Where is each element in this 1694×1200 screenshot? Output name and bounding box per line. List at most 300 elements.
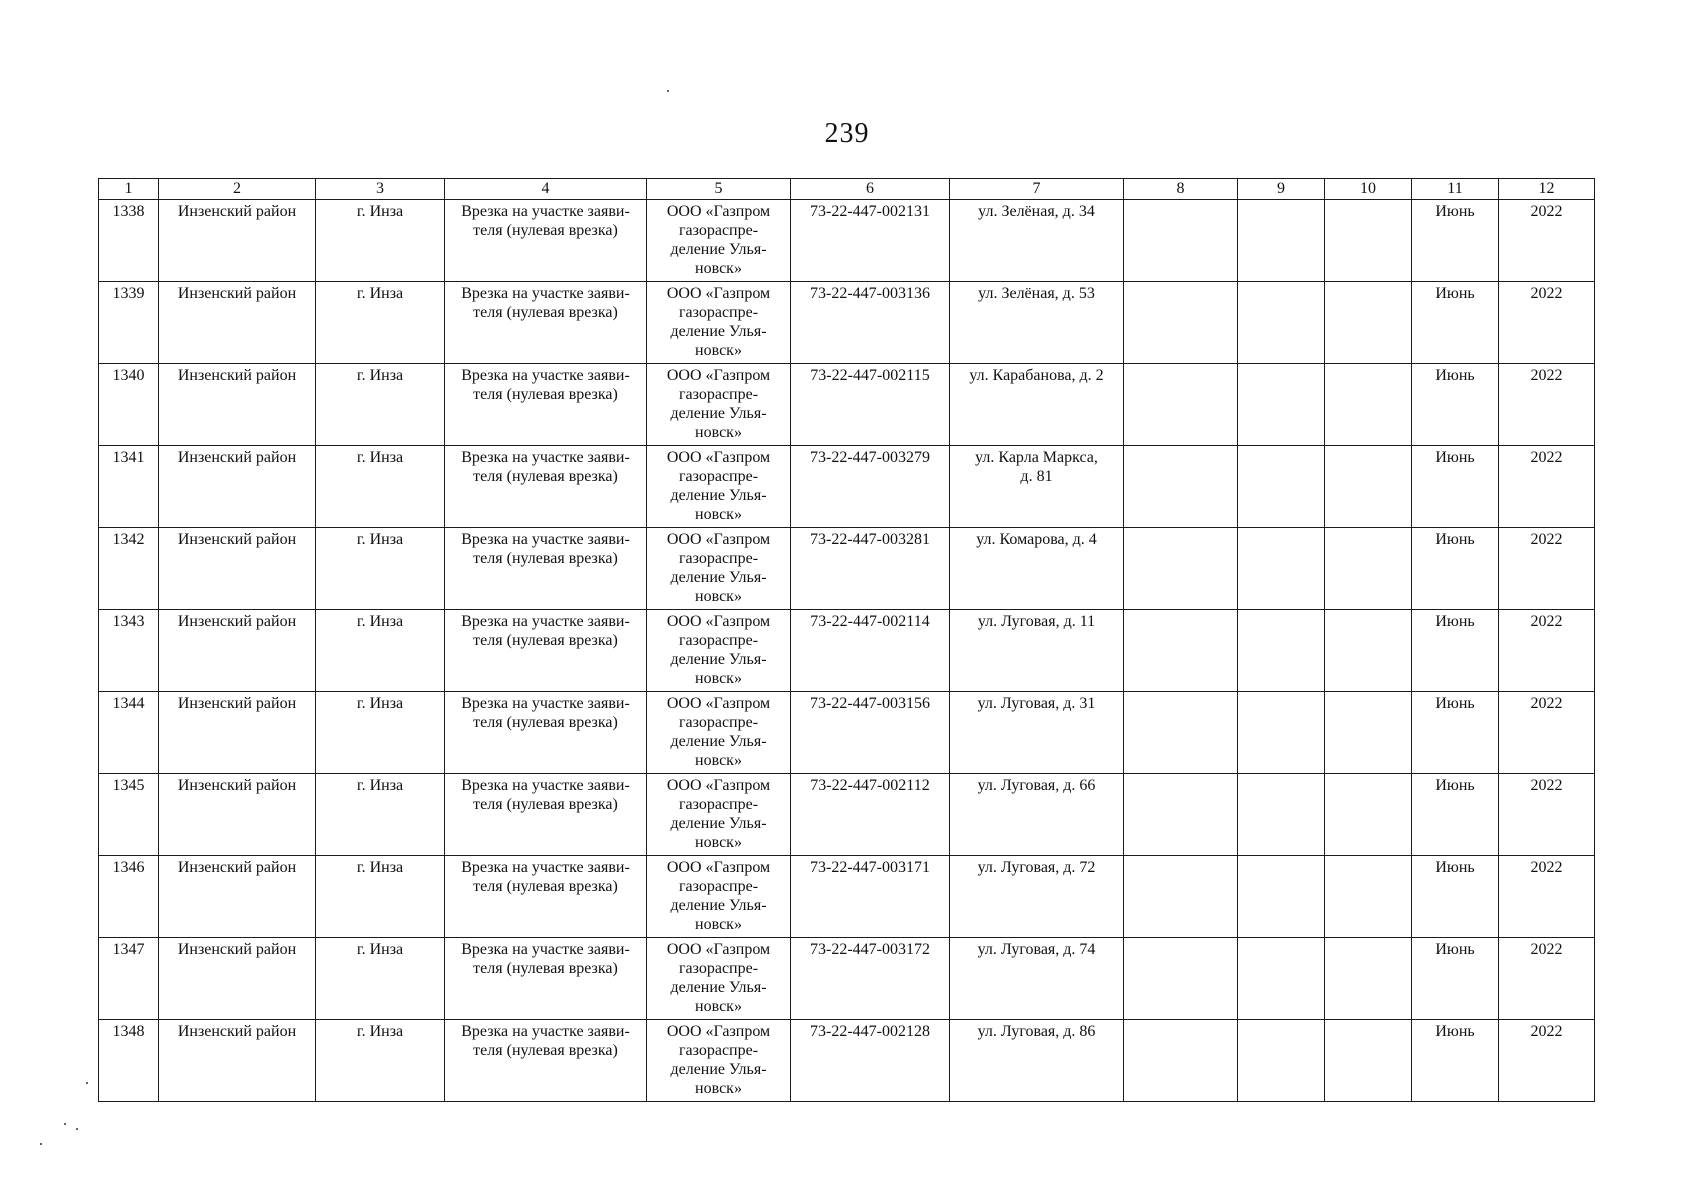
- organization-cell-text: новск»: [695, 506, 742, 523]
- table-row: [99, 938, 1595, 1020]
- district-cell: [159, 774, 316, 856]
- scan-speck: [76, 1128, 78, 1130]
- year-cell-text: 2022: [1530, 613, 1563, 630]
- work-type-cell-text: Врезка на участке заяви-: [461, 285, 630, 302]
- column-10-cell: [1325, 692, 1412, 774]
- month-cell-text: Июнь: [1435, 449, 1475, 466]
- city-cell: [316, 282, 445, 364]
- column-9-cell: [1238, 774, 1325, 856]
- row-number: [99, 282, 159, 364]
- work-type-cell-text: Врезка на участке заяви-: [461, 449, 630, 466]
- table-row: [99, 610, 1595, 692]
- year-cell-text: 2022: [1530, 285, 1563, 302]
- row-number-text: 1347: [112, 941, 145, 958]
- organization-cell-text: ООО «Газпром: [666, 367, 771, 384]
- organization-cell-text: деление Улья-: [670, 815, 767, 832]
- row-number-text: 1340: [112, 367, 145, 384]
- work-type-cell-text: теля (нулевая врезка): [473, 222, 618, 239]
- address-cell-text: ул. Луговая, д. 11: [977, 613, 1096, 630]
- work-type-cell-text: теля (нулевая врезка): [473, 714, 618, 731]
- address-cell: [950, 446, 1124, 528]
- year-cell: [1499, 938, 1595, 1020]
- column-number: 11: [1412, 179, 1499, 200]
- object-code-cell: [791, 610, 950, 692]
- column-10-cell: [1325, 200, 1412, 282]
- column-10-cell: [1325, 1020, 1412, 1102]
- table-row: [99, 528, 1595, 610]
- year-cell: [1499, 446, 1595, 528]
- column-10-cell: [1325, 610, 1412, 692]
- work-type-cell-text: Врезка на участке заяви-: [461, 695, 630, 712]
- work-type-cell: [445, 282, 647, 364]
- column-8-cell: [1124, 282, 1238, 364]
- month-cell-text: Июнь: [1435, 203, 1475, 220]
- organization-cell-text: ООО «Газпром: [666, 613, 771, 630]
- scan-speck: [667, 90, 669, 92]
- organization-cell-text: ООО «Газпром: [666, 449, 771, 466]
- column-9-cell: [1238, 528, 1325, 610]
- organization-cell-text: газораспре-: [678, 878, 759, 895]
- row-number: [99, 692, 159, 774]
- organization-cell-text: деление Улья-: [670, 733, 767, 750]
- row-number-text: 1341: [112, 449, 145, 466]
- column-number: 5: [647, 179, 791, 200]
- organization-cell: [647, 856, 791, 938]
- city-cell-text: г. Инза: [356, 777, 404, 794]
- column-9-cell: [1238, 692, 1325, 774]
- city-cell-text: г. Инза: [356, 695, 404, 712]
- column-8-cell: [1124, 610, 1238, 692]
- district-cell-text: Инзенский район: [177, 531, 297, 548]
- object-code-cell-text: 73-22-447-003136: [810, 285, 930, 302]
- organization-cell-text: ООО «Газпром: [666, 777, 771, 794]
- column-9-cell: [1238, 856, 1325, 938]
- city-cell-text: г. Инза: [356, 859, 404, 876]
- year-cell-text: 2022: [1530, 449, 1563, 466]
- organization-cell-text: деление Улья-: [670, 405, 767, 422]
- row-number-text: 1339: [112, 285, 145, 302]
- city-cell-text: г. Инза: [356, 531, 404, 548]
- row-number: [99, 528, 159, 610]
- month-cell-text: Июнь: [1435, 941, 1475, 958]
- year-cell: [1499, 282, 1595, 364]
- organization-cell-text: газораспре-: [678, 714, 759, 731]
- month-cell: [1412, 200, 1499, 282]
- organization-cell: [647, 528, 791, 610]
- year-cell-text: 2022: [1530, 367, 1563, 384]
- organization-cell-text: новск»: [695, 342, 742, 359]
- row-number-text: 1344: [112, 695, 145, 712]
- city-cell-text: г. Инза: [356, 941, 404, 958]
- column-number: 10: [1325, 179, 1412, 200]
- organization-cell-text: ООО «Газпром: [666, 285, 771, 302]
- work-type-cell: [445, 610, 647, 692]
- district-cell-text: Инзенский район: [177, 613, 297, 630]
- column-10-cell: [1325, 364, 1412, 446]
- work-type-cell: [445, 938, 647, 1020]
- organization-cell-text: газораспре-: [678, 304, 759, 321]
- district-cell-text: Инзенский район: [177, 695, 297, 712]
- organization-cell-text: новск»: [695, 1080, 742, 1097]
- work-type-cell-text: Врезка на участке заяви-: [461, 941, 630, 958]
- district-cell-text: Инзенский район: [177, 1023, 297, 1040]
- city-cell: [316, 200, 445, 282]
- month-cell: [1412, 938, 1499, 1020]
- address-cell-text: ул. Комарова, д. 4: [976, 531, 1097, 548]
- month-cell: [1412, 282, 1499, 364]
- work-type-cell-text: теля (нулевая врезка): [473, 304, 618, 321]
- work-type-cell-text: Врезка на участке заяви-: [461, 859, 630, 876]
- city-cell: [316, 446, 445, 528]
- object-code-cell-text: 73-22-447-002115: [810, 367, 930, 384]
- month-cell-text: Июнь: [1435, 531, 1475, 548]
- year-cell-text: 2022: [1530, 777, 1563, 794]
- column-8-cell: [1124, 774, 1238, 856]
- organization-cell-text: деление Улья-: [670, 1061, 767, 1078]
- organization-cell-text: ООО «Газпром: [666, 695, 771, 712]
- work-type-cell-text: Врезка на участке заяви-: [461, 203, 630, 220]
- table-row: [99, 774, 1595, 856]
- month-cell: [1412, 446, 1499, 528]
- organization-cell: [647, 282, 791, 364]
- district-cell: [159, 692, 316, 774]
- city-cell: [316, 692, 445, 774]
- district-cell: [159, 282, 316, 364]
- organization-cell-text: ООО «Газпром: [666, 1023, 771, 1040]
- month-cell: [1412, 774, 1499, 856]
- address-cell-text: ул. Луговая, д. 86: [977, 1023, 1096, 1040]
- district-cell: [159, 364, 316, 446]
- organization-cell-text: ООО «Газпром: [666, 859, 771, 876]
- table-row: [99, 200, 1595, 282]
- organization-cell-text: новск»: [695, 916, 742, 933]
- organization-cell-text: газораспре-: [678, 222, 759, 239]
- column-number: 4: [445, 179, 647, 200]
- column-9-cell: [1238, 200, 1325, 282]
- table-row: [99, 856, 1595, 938]
- work-type-cell: [445, 200, 647, 282]
- address-cell: [950, 282, 1124, 364]
- object-code-cell: [791, 364, 950, 446]
- city-cell-text: г. Инза: [356, 449, 404, 466]
- object-code-cell-text: 73-22-447-003171: [810, 859, 930, 876]
- column-9-cell: [1238, 1020, 1325, 1102]
- district-cell-text: Инзенский район: [177, 859, 297, 876]
- month-cell: [1412, 856, 1499, 938]
- column-number: 3: [316, 179, 445, 200]
- work-type-cell-text: теля (нулевая врезка): [473, 386, 618, 403]
- row-number-text: 1348: [112, 1023, 145, 1040]
- organization-cell-text: деление Улья-: [670, 979, 767, 996]
- address-cell: [950, 938, 1124, 1020]
- organization-cell-text: ООО «Газпром: [666, 203, 771, 220]
- column-8-cell: [1124, 200, 1238, 282]
- organization-cell-text: деление Улья-: [670, 651, 767, 668]
- object-code-cell: [791, 692, 950, 774]
- district-cell: [159, 938, 316, 1020]
- month-cell: [1412, 692, 1499, 774]
- column-9-cell: [1238, 446, 1325, 528]
- address-cell: [950, 610, 1124, 692]
- year-cell: [1499, 774, 1595, 856]
- table-row: [99, 282, 1595, 364]
- organization-cell-text: газораспре-: [678, 468, 759, 485]
- column-9-cell: [1238, 938, 1325, 1020]
- object-code-cell: [791, 282, 950, 364]
- column-10-cell: [1325, 938, 1412, 1020]
- year-cell-text: 2022: [1530, 695, 1563, 712]
- organization-cell: [647, 938, 791, 1020]
- city-cell-text: г. Инза: [356, 285, 404, 302]
- object-code-cell-text: 73-22-447-002114: [810, 613, 930, 630]
- organization-cell-text: газораспре-: [678, 550, 759, 567]
- column-number: 7: [950, 179, 1124, 200]
- month-cell-text: Июнь: [1435, 367, 1475, 384]
- work-type-cell-text: теля (нулевая врезка): [473, 468, 618, 485]
- row-number: [99, 200, 159, 282]
- column-number: 12: [1499, 179, 1595, 200]
- row-number: [99, 446, 159, 528]
- organization-cell: [647, 200, 791, 282]
- column-number: 1: [99, 179, 159, 200]
- city-cell: [316, 938, 445, 1020]
- city-cell: [316, 364, 445, 446]
- month-cell-text: Июнь: [1435, 695, 1475, 712]
- work-type-cell-text: Врезка на участке заяви-: [461, 613, 630, 630]
- district-cell-text: Инзенский район: [177, 449, 297, 466]
- month-cell-text: Июнь: [1435, 859, 1475, 876]
- district-cell: [159, 856, 316, 938]
- column-10-cell: [1325, 446, 1412, 528]
- month-cell-text: Июнь: [1435, 613, 1475, 630]
- column-8-cell: [1124, 446, 1238, 528]
- object-code-cell-text: 73-22-447-002131: [810, 203, 930, 220]
- organization-cell-text: ООО «Газпром: [666, 941, 771, 958]
- address-cell-text: ул. Карла Маркса,: [975, 449, 1098, 466]
- work-type-cell-text: Врезка на участке заяви-: [461, 777, 630, 794]
- address-cell-text: ул. Карабанова, д. 2: [969, 367, 1104, 384]
- scan-speck: [40, 1143, 42, 1145]
- organization-cell-text: деление Улья-: [670, 323, 767, 340]
- column-9-cell: [1238, 364, 1325, 446]
- row-number: [99, 856, 159, 938]
- organization-cell-text: новск»: [695, 588, 742, 605]
- column-8-cell: [1124, 856, 1238, 938]
- address-cell-text: ул. Луговая, д. 74: [977, 941, 1096, 958]
- organization-cell: [647, 1020, 791, 1102]
- object-code-cell: [791, 774, 950, 856]
- address-cell: [950, 1020, 1124, 1102]
- year-cell-text: 2022: [1530, 531, 1563, 548]
- object-code-cell-text: 73-22-447-002128: [810, 1023, 930, 1040]
- column-10-cell: [1325, 856, 1412, 938]
- organization-cell-text: газораспре-: [678, 386, 759, 403]
- object-code-cell: [791, 1020, 950, 1102]
- address-cell: [950, 856, 1124, 938]
- organization-cell-text: новск»: [695, 834, 742, 851]
- city-cell-text: г. Инза: [356, 203, 404, 220]
- year-cell: [1499, 528, 1595, 610]
- column-number: 8: [1124, 179, 1238, 200]
- object-code-cell: [791, 446, 950, 528]
- work-type-cell-text: теля (нулевая врезка): [473, 1042, 618, 1059]
- organization-cell-text: новск»: [695, 752, 742, 769]
- work-type-cell: [445, 446, 647, 528]
- work-type-cell-text: теля (нулевая врезка): [473, 550, 618, 567]
- row-number: [99, 364, 159, 446]
- city-cell: [316, 610, 445, 692]
- city-cell-text: г. Инза: [356, 1023, 404, 1040]
- work-type-cell-text: теля (нулевая врезка): [473, 878, 618, 895]
- organization-cell-text: газораспре-: [678, 960, 759, 977]
- city-cell-text: г. Инза: [356, 613, 404, 630]
- object-code-cell-text: 73-22-447-003156: [810, 695, 930, 712]
- organization-cell: [647, 446, 791, 528]
- address-cell-text: ул. Луговая, д. 31: [977, 695, 1096, 712]
- city-cell: [316, 1020, 445, 1102]
- column-number: 6: [791, 179, 950, 200]
- row-number-text: 1345: [112, 777, 145, 794]
- address-cell-text: д. 81: [1020, 468, 1053, 485]
- table-row: [99, 692, 1595, 774]
- organization-cell: [647, 364, 791, 446]
- year-cell-text: 2022: [1530, 203, 1563, 220]
- scan-speck: [64, 1123, 66, 1125]
- row-number: [99, 1020, 159, 1102]
- column-8-cell: [1124, 938, 1238, 1020]
- column-8-cell: [1124, 692, 1238, 774]
- district-cell: [159, 200, 316, 282]
- year-cell-text: 2022: [1530, 1023, 1563, 1040]
- object-code-cell: [791, 856, 950, 938]
- address-cell-text: ул. Луговая, д. 72: [977, 859, 1096, 876]
- month-cell: [1412, 528, 1499, 610]
- organization-cell-text: новск»: [695, 998, 742, 1015]
- district-cell: [159, 446, 316, 528]
- address-cell-text: ул. Зелёная, д. 53: [978, 285, 1095, 302]
- year-cell: [1499, 610, 1595, 692]
- row-number: [99, 610, 159, 692]
- year-cell: [1499, 692, 1595, 774]
- table-row: [99, 364, 1595, 446]
- city-cell: [316, 856, 445, 938]
- address-cell-text: ул. Луговая, д. 66: [977, 777, 1096, 794]
- page-number: 239: [824, 118, 870, 149]
- address-cell-text: ул. Зелёная, д. 34: [978, 203, 1095, 220]
- year-cell: [1499, 200, 1595, 282]
- organization-cell-text: деление Улья-: [670, 897, 767, 914]
- column-10-cell: [1325, 282, 1412, 364]
- district-cell: [159, 610, 316, 692]
- city-cell: [316, 528, 445, 610]
- object-code-cell: [791, 200, 950, 282]
- organization-cell-text: газораспре-: [678, 1042, 759, 1059]
- object-code-cell-text: 73-22-447-003172: [810, 941, 930, 958]
- address-cell: [950, 774, 1124, 856]
- month-cell: [1412, 1020, 1499, 1102]
- organization-cell-text: новск»: [695, 260, 742, 277]
- address-cell: [950, 200, 1124, 282]
- month-cell: [1412, 364, 1499, 446]
- district-cell: [159, 528, 316, 610]
- scan-speck: [86, 1082, 88, 1084]
- city-cell: [316, 774, 445, 856]
- row-number: [99, 774, 159, 856]
- column-9-cell: [1238, 610, 1325, 692]
- column-10-cell: [1325, 528, 1412, 610]
- district-cell-text: Инзенский район: [177, 203, 297, 220]
- year-cell-text: 2022: [1530, 859, 1563, 876]
- month-cell-text: Июнь: [1435, 1023, 1475, 1040]
- organization-cell: [647, 692, 791, 774]
- row-number-text: 1338: [112, 203, 145, 220]
- year-cell: [1499, 856, 1595, 938]
- year-cell: [1499, 364, 1595, 446]
- district-cell-text: Инзенский район: [177, 367, 297, 384]
- work-type-cell: [445, 774, 647, 856]
- organization-cell-text: деление Улья-: [670, 569, 767, 586]
- address-cell: [950, 692, 1124, 774]
- work-type-cell-text: Врезка на участке заяви-: [461, 1023, 630, 1040]
- district-cell: [159, 1020, 316, 1102]
- organization-cell-text: новск»: [695, 670, 742, 687]
- column-number: 2: [159, 179, 316, 200]
- month-cell-text: Июнь: [1435, 285, 1475, 302]
- organization-cell-text: новск»: [695, 424, 742, 441]
- column-8-cell: [1124, 1020, 1238, 1102]
- work-type-cell: [445, 692, 647, 774]
- row-number-text: 1342: [112, 531, 145, 548]
- organization-cell-text: деление Улья-: [670, 241, 767, 258]
- city-cell-text: г. Инза: [356, 367, 404, 384]
- column-8-cell: [1124, 528, 1238, 610]
- row-number: [99, 938, 159, 1020]
- object-code-cell-text: 73-22-447-003281: [810, 531, 930, 548]
- district-cell-text: Инзенский район: [177, 941, 297, 958]
- month-cell-text: Июнь: [1435, 777, 1475, 794]
- work-type-cell: [445, 856, 647, 938]
- organization-cell: [647, 610, 791, 692]
- address-cell: [950, 528, 1124, 610]
- year-cell-text: 2022: [1530, 941, 1563, 958]
- table-row: [99, 1020, 1595, 1102]
- work-type-cell: [445, 1020, 647, 1102]
- table-row: [99, 446, 1595, 528]
- organization-cell-text: ООО «Газпром: [666, 531, 771, 548]
- work-type-cell-text: Врезка на участке заяви-: [461, 531, 630, 548]
- organization-cell-text: газораспре-: [678, 632, 759, 649]
- work-type-cell: [445, 364, 647, 446]
- organization-cell-text: газораспре-: [678, 796, 759, 813]
- object-code-cell-text: 73-22-447-003279: [810, 449, 930, 466]
- object-code-cell: [791, 528, 950, 610]
- work-type-cell-text: теля (нулевая врезка): [473, 960, 618, 977]
- work-type-cell-text: теля (нулевая врезка): [473, 632, 618, 649]
- organization-cell: [647, 774, 791, 856]
- row-number-text: 1346: [112, 859, 145, 876]
- work-type-cell-text: Врезка на участке заяви-: [461, 367, 630, 384]
- column-8-cell: [1124, 364, 1238, 446]
- year-cell: [1499, 1020, 1595, 1102]
- address-cell: [950, 364, 1124, 446]
- district-cell-text: Инзенский район: [177, 777, 297, 794]
- organization-cell-text: деление Улья-: [670, 487, 767, 504]
- column-10-cell: [1325, 774, 1412, 856]
- row-number-text: 1343: [112, 613, 145, 630]
- column-9-cell: [1238, 282, 1325, 364]
- column-number: 9: [1238, 179, 1325, 200]
- column-number-row: [99, 179, 1595, 200]
